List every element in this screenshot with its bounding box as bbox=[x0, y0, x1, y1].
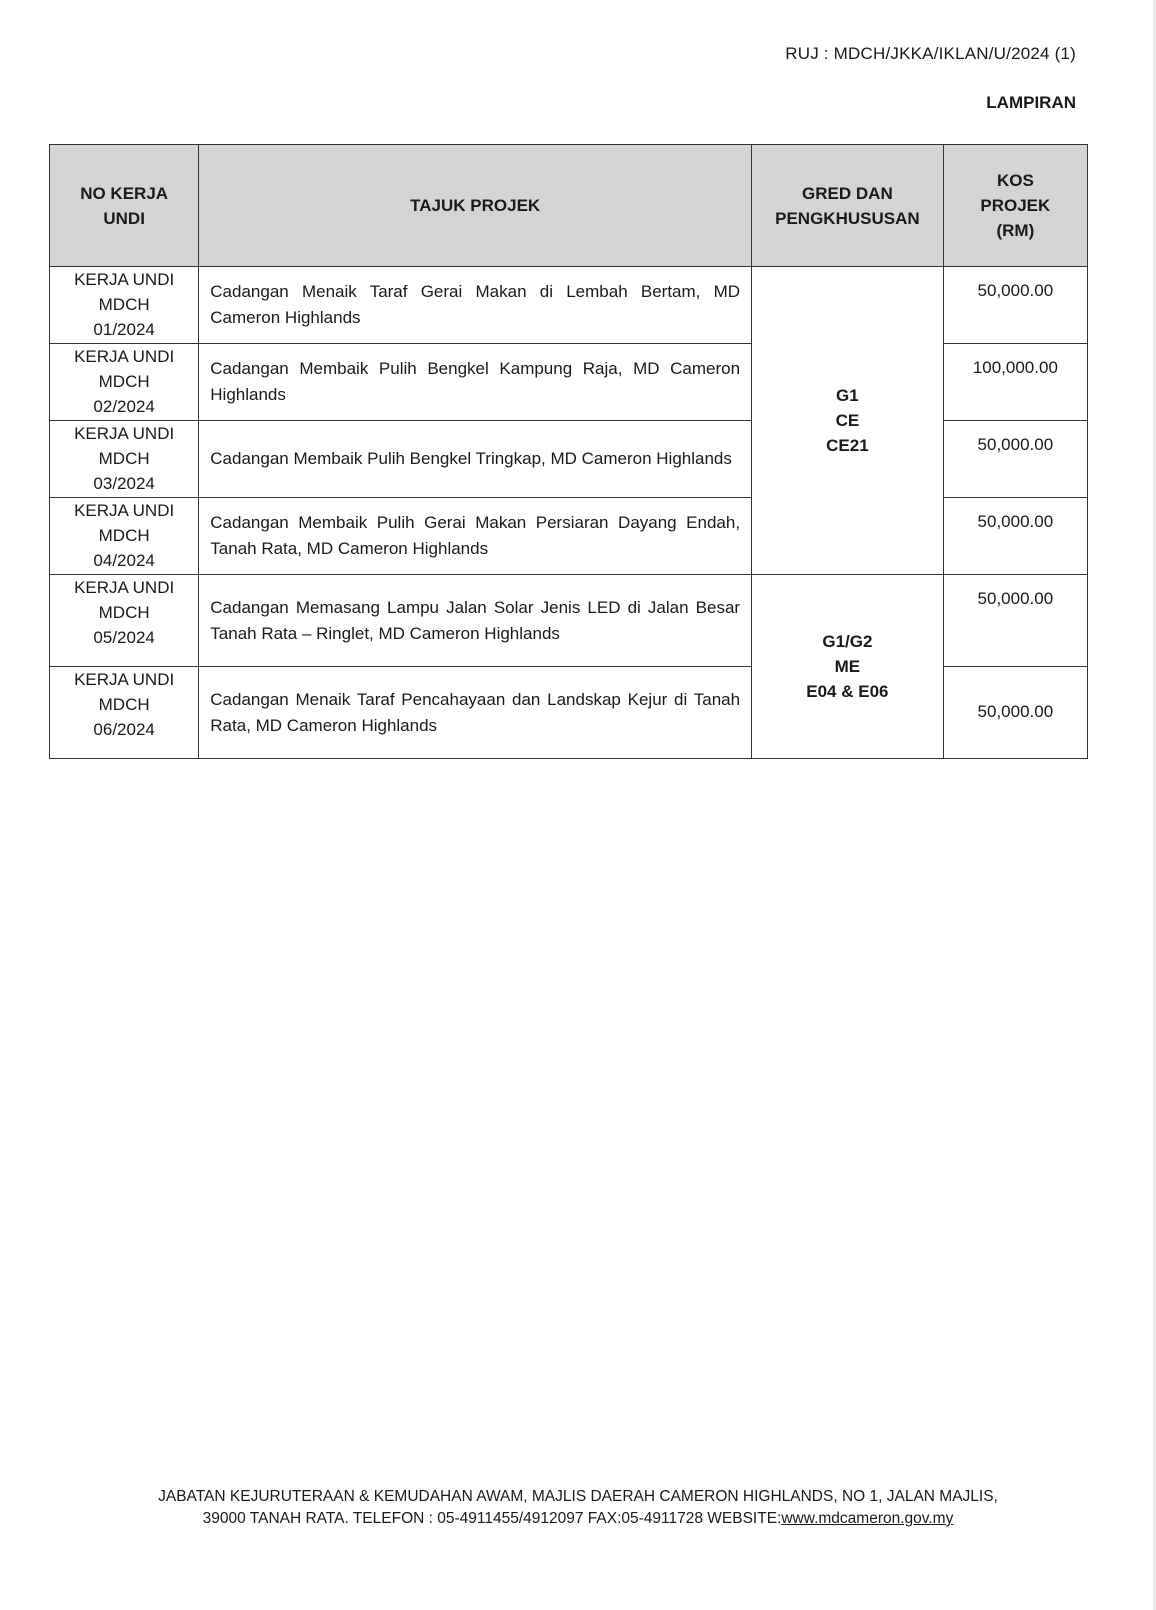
work-number-cell: KERJA UNDI MDCH 01/2024 bbox=[50, 267, 199, 344]
work-number-cell: KERJA UNDI MDCH 04/2024 bbox=[50, 498, 199, 575]
header-gred-pengkhususan: GRED DAN PENGKHUSUSAN bbox=[752, 145, 944, 267]
project-cost-cell: 100,000.00 bbox=[943, 344, 1087, 421]
project-title-cell: Cadangan Menaik Taraf Pencahayaan dan Landskap Kejur di Tanah Rata, MD Cameron Highlands bbox=[199, 667, 752, 759]
table-row bbox=[50, 267, 1088, 344]
project-title-cell: Cadangan Menaik Taraf Gerai Makan di Lembah Bertam, MD Cameron Highlands bbox=[199, 267, 752, 344]
project-title-cell: Cadangan Memasang Lampu Jalan Solar Jenis LED di Jalan Besar Tanah Rata – Ringlet, MD Cameron Highlands bbox=[199, 575, 752, 667]
header-tajuk-projek: TAJUK PROJEK bbox=[199, 145, 752, 267]
website-link[interactable]: www.mdcameron.gov.my bbox=[781, 1510, 954, 1527]
work-number-cell: KERJA UNDI MDCH 06/2024 bbox=[50, 667, 199, 759]
header-kos-projek: KOS PROJEK (RM) bbox=[943, 145, 1087, 267]
project-title-cell: Cadangan Membaik Pulih Bengkel Tringkap, MD Cameron Highlands bbox=[199, 421, 752, 498]
project-cost-cell: 50,000.00 bbox=[943, 421, 1087, 498]
project-cost-cell: 50,000.00 bbox=[943, 498, 1087, 575]
project-cost-cell: 50,000.00 bbox=[943, 575, 1087, 667]
work-number-cell: KERJA UNDI MDCH 02/2024 bbox=[50, 344, 199, 421]
table-row bbox=[50, 575, 1088, 667]
work-number-cell: KERJA UNDI MDCH 03/2024 bbox=[50, 421, 199, 498]
attachment-label: LAMPIRAN bbox=[986, 93, 1076, 112]
grade-specialization-cell: G1/G2 ME E04 & E06 bbox=[752, 575, 944, 759]
footer-line-1: JABATAN KEJURUTERAAN & KEMUDAHAN AWAM, MAJLIS DAERAH CAMERON HIGHLANDS, NO 1, JALAN MAJLIS, bbox=[158, 1488, 998, 1505]
reference-number: RUJ : MDCH/JKKA/IKLAN/U/2024 (1) bbox=[785, 44, 1076, 63]
work-number-cell: KERJA UNDI MDCH 05/2024 bbox=[50, 575, 199, 667]
grade-specialization-cell: G1 CE CE21 bbox=[752, 267, 944, 575]
table-header-row bbox=[50, 145, 1088, 267]
project-table bbox=[49, 144, 1088, 759]
header-no-kerja-undi: NO KERJA UNDI bbox=[50, 145, 199, 267]
project-title-cell: Cadangan Membaik Pulih Bengkel Kampung Raja, MD Cameron Highlands bbox=[199, 344, 752, 421]
project-cost-cell: 50,000.00 bbox=[943, 667, 1087, 759]
footer-address bbox=[0, 1486, 1156, 1530]
project-cost-cell: 50,000.00 bbox=[943, 267, 1087, 344]
project-title-cell: Cadangan Membaik Pulih Gerai Makan Persiaran Dayang Endah, Tanah Rata, MD Cameron Highlands bbox=[199, 498, 752, 575]
footer-line-2: 39000 TANAH RATA. TELEFON : 05-4911455/4912097 FAX:05-4911728 WEBSITE:www.mdcameron.gov.my bbox=[202, 1510, 954, 1527]
